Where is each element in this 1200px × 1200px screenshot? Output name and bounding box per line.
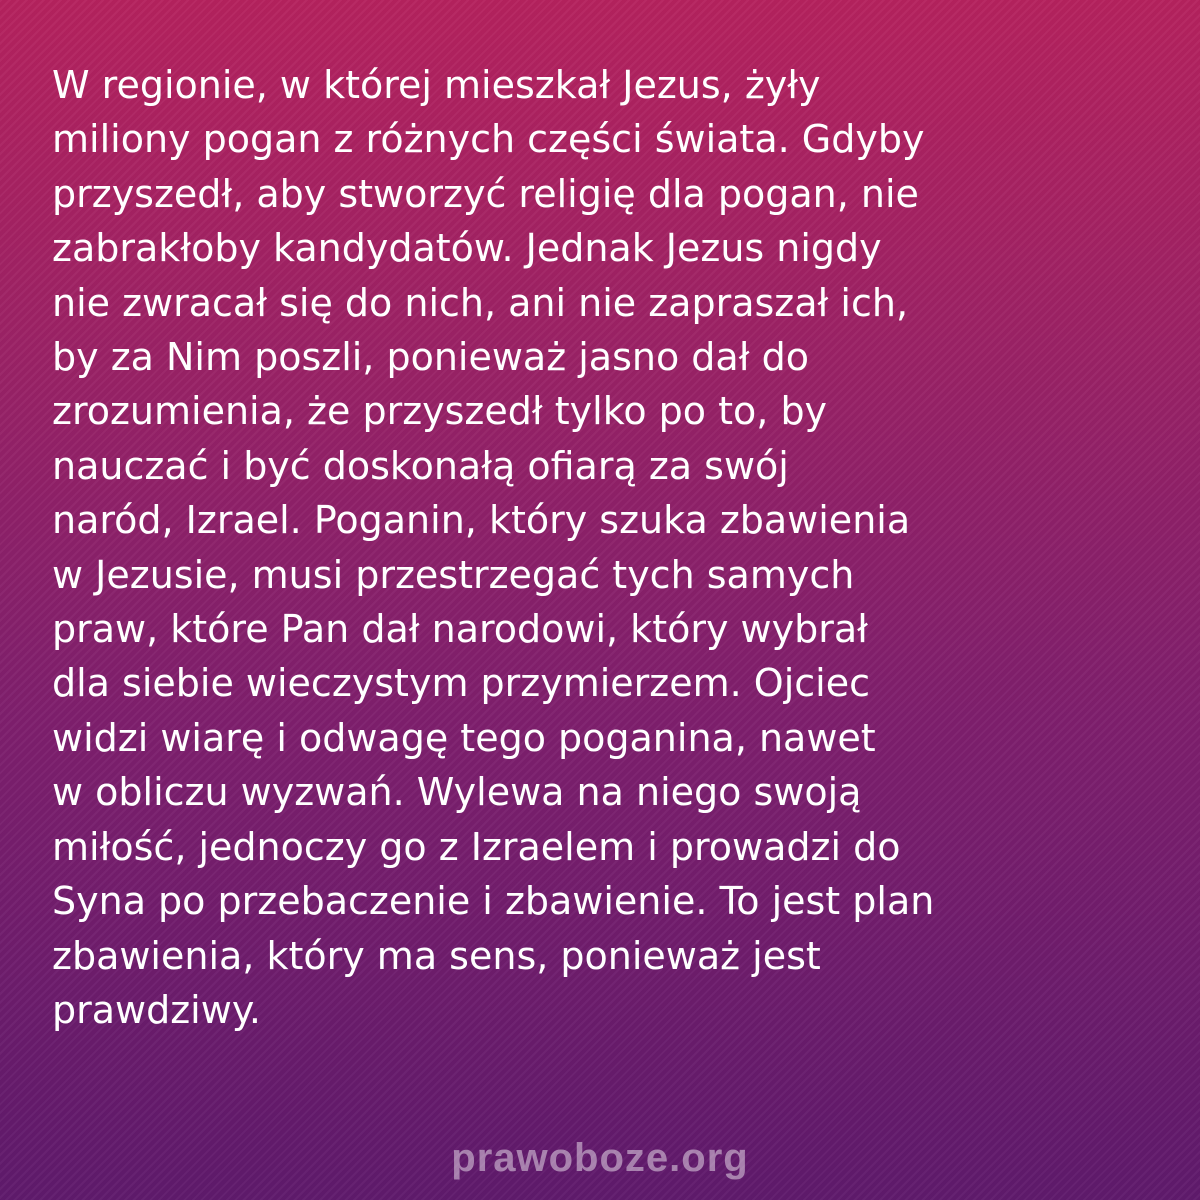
- quote-line: by za Nim poszli, ponieważ jasno dał do: [52, 335, 809, 380]
- quote-line: praw, które Pan dał narodowi, który wybrał: [52, 607, 868, 652]
- quote-line: zrozumienia, że przyszedł tylko po to, by: [52, 389, 828, 434]
- quote-line: w Jezusie, musi przestrzegać tych samych: [52, 552, 855, 597]
- quote-line: dla siebie wieczystym przymierzem. Ojciec: [52, 661, 870, 706]
- quote-line: nie zwracał się do nich, ani nie zapraszał ich,: [52, 280, 909, 325]
- quote-line: zabrakłoby kandydatów. Jednak Jezus nigdy: [52, 226, 882, 271]
- quote-line: nauczać i być doskonałą ofiarą za swój: [52, 443, 789, 488]
- quote-line: miłość, jednoczy go z Izraelem i prowadzi do: [52, 824, 901, 869]
- quote-line: naród, Izrael. Poganin, który szuka zbawienia: [52, 498, 911, 543]
- quote-line: widzi wiarę i odwagę tego poganina, nawet: [52, 715, 876, 760]
- quote-text: [52, 58, 1162, 1037]
- quote-line: miliony pogan z różnych części świata. Gdyby: [52, 117, 925, 162]
- quote-line: przyszedł, aby stworzyć religię dla pogan, nie: [52, 171, 919, 216]
- quote-line: w obliczu wyzwań. Wylewa na niego swoją: [52, 770, 862, 815]
- site-watermark: prawoboze.org: [451, 1136, 749, 1180]
- quote-line: prawdziwy.: [52, 987, 261, 1032]
- quote-line: W regionie, w której mieszkał Jezus, żyły: [52, 63, 821, 107]
- quote-line: Syna po przebaczenie i zbawienie. To jest plan: [52, 879, 935, 924]
- quote-line: zbawienia, który ma sens, ponieważ jest: [52, 933, 821, 978]
